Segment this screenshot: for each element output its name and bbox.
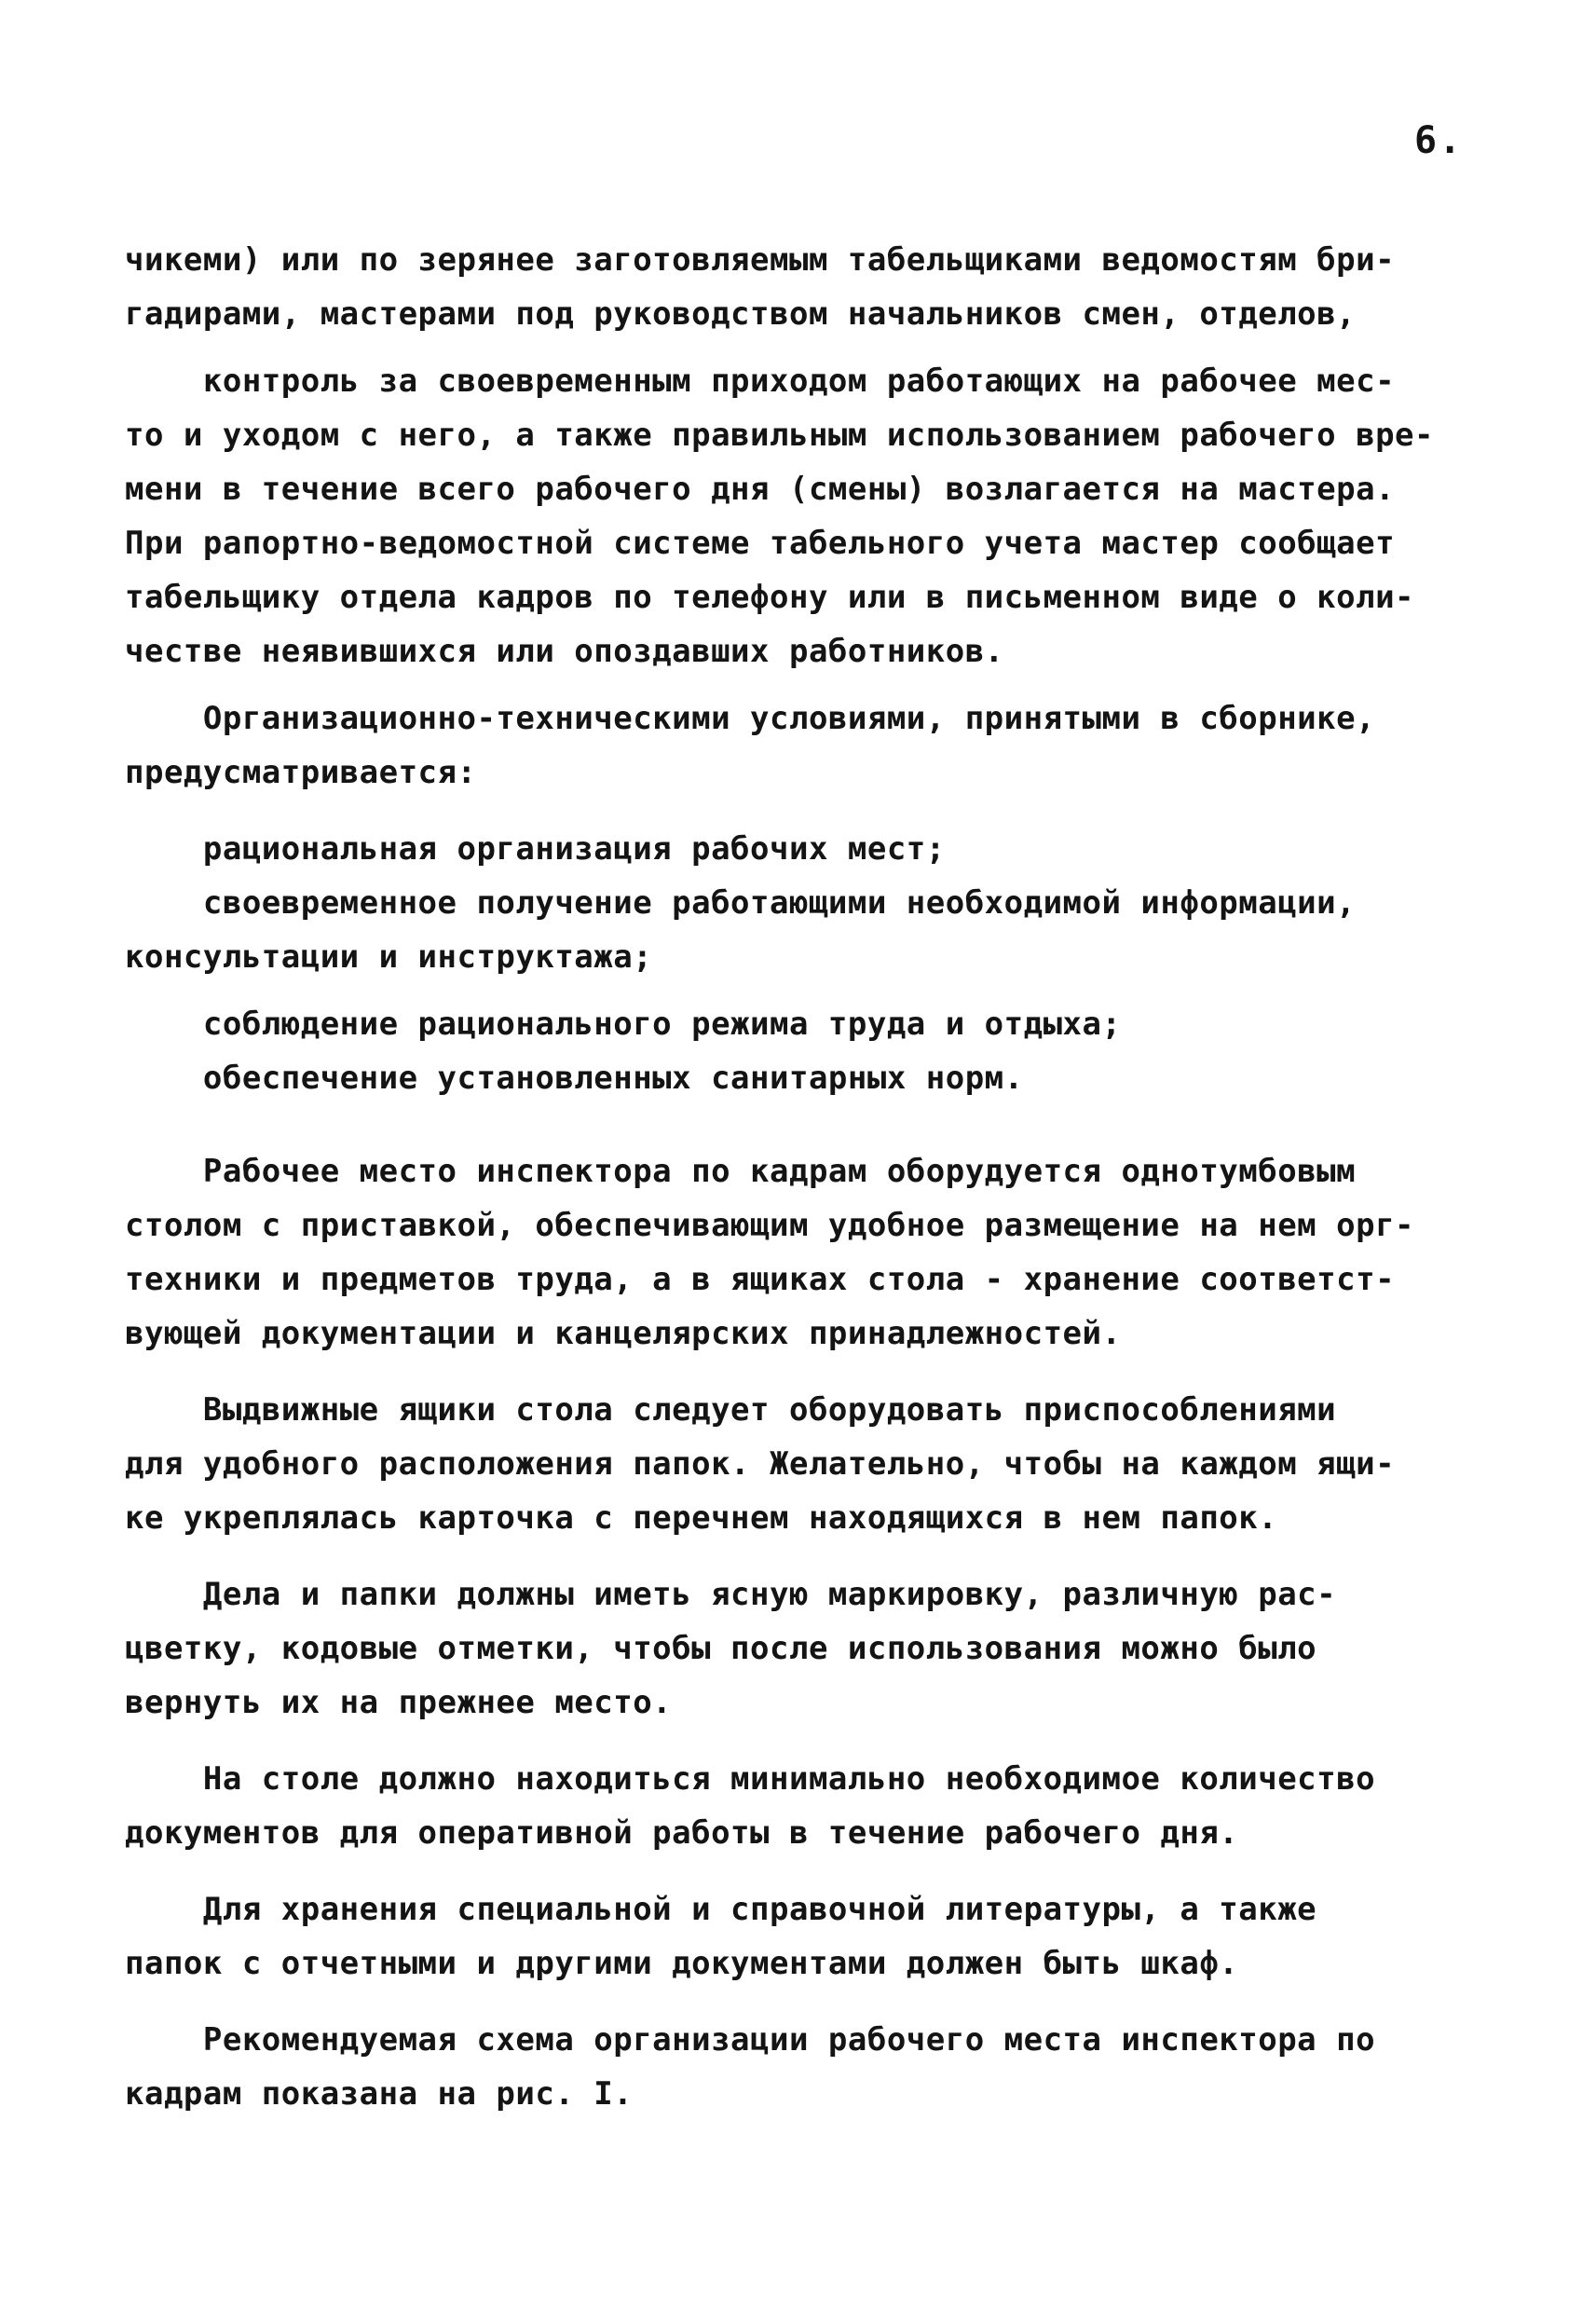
text-line: Рекомендуемая схема организации рабочего места инспектора по bbox=[125, 2021, 1376, 2059]
text-line: обеспечение установленных санитарных норм. bbox=[125, 1060, 1024, 1097]
text-line: столом с приставкой, обеспечивающим удобное размещение на нем орг- bbox=[125, 1207, 1415, 1244]
text-line: Дела и папки должны иметь ясную маркировку, различную рас- bbox=[125, 1576, 1337, 1613]
text-line: соблюдение рационального режима труда и отдыха; bbox=[125, 1006, 1122, 1043]
text-line: ке укреплялась карточка с перечнем находящихся в нем папок. bbox=[125, 1499, 1278, 1537]
text-line: На столе должно находиться минимально необходимое количество bbox=[125, 1760, 1376, 1798]
text-line: документов для оперативной работы в течение рабочего дня. bbox=[125, 1814, 1239, 1852]
text-line: цветку, кодовые отметки, чтобы после использования можно было bbox=[125, 1630, 1317, 1667]
body-text bbox=[125, 233, 1504, 2121]
text-line: гадирами, мастерами под руководством начальников смен, отделов, bbox=[125, 295, 1357, 333]
text-line: техники и предметов труда, а в ящиках стола - хранение соответст- bbox=[125, 1261, 1396, 1298]
text-line: для удобного расположения папок. Желательно, чтобы на каждом ящи- bbox=[125, 1445, 1396, 1483]
text-line: своевременное получение работающими необходимой информации, bbox=[125, 884, 1357, 922]
text-line: предусматривается: bbox=[125, 754, 477, 791]
text-line: то и уходом с него, а также правильным использованием рабочего вре- bbox=[125, 417, 1434, 454]
text-line: кадрам показана на рис. I. bbox=[125, 2075, 634, 2113]
text-line: Для хранения специальной и справочной литературы, а также bbox=[125, 1891, 1317, 1928]
text-line: При рапортно-ведомостной системе табельного учета мастер сообщает bbox=[125, 525, 1396, 562]
text-line: консультации и инструктажа; bbox=[125, 938, 653, 976]
text-line: Организационно-техническими условиями, принятыми в сборнике, bbox=[125, 700, 1376, 737]
text-line: чикеми) или по зерянее заготовляемым табельщиками ведомостям бри- bbox=[125, 241, 1396, 279]
text-line: рациональная организация рабочих мест; bbox=[125, 830, 946, 868]
text-line: табельщику отдела кадров по телефону или в письменном виде о коли- bbox=[125, 579, 1415, 616]
text-line: честве неявившихся или опоздавших работников. bbox=[125, 633, 1004, 670]
text-line: Рабочее место инспектора по кадрам оборудуется однотумбовым bbox=[125, 1153, 1357, 1190]
page-number: 6. bbox=[1414, 119, 1464, 162]
text-line: папок с отчетными и другими документами должен быть шкаф. bbox=[125, 1945, 1239, 1982]
text-line: контроль за своевременным приходом работающих на рабочее мес- bbox=[125, 363, 1396, 400]
text-line: мени в течение всего рабочего дня (смены) возлагается на мастера. bbox=[125, 471, 1396, 508]
text-line: вернуть их на прежнее место. bbox=[125, 1684, 673, 1721]
text-line: вующей документации и канцелярских принадлежностей. bbox=[125, 1315, 1122, 1352]
text-line: Выдвижные ящики стола следует оборудовать приспособлениями bbox=[125, 1391, 1337, 1429]
